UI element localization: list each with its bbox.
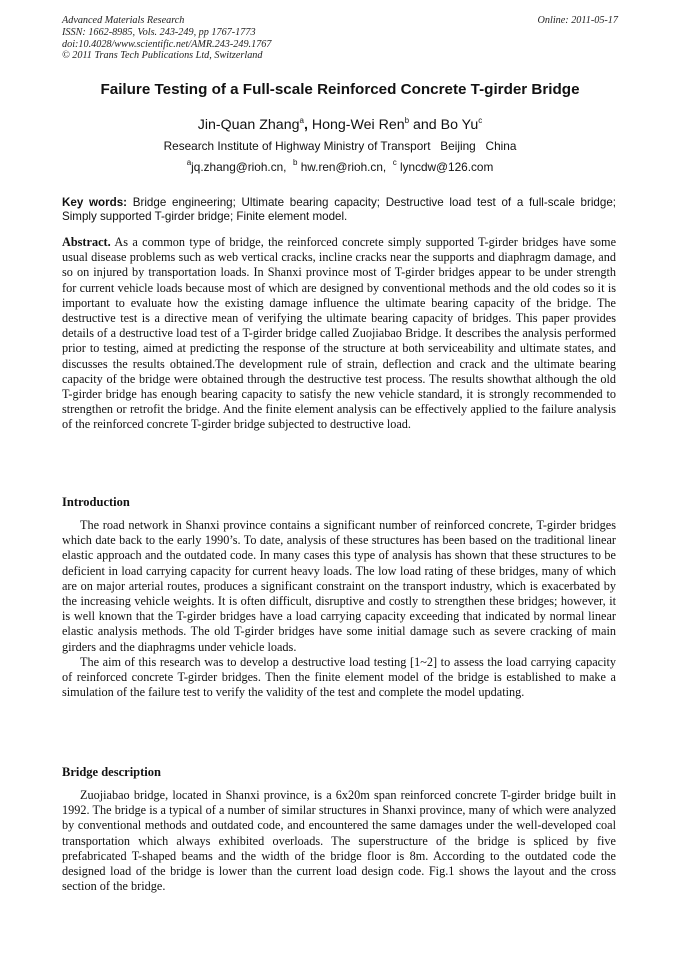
abstract-text: As a common type of bridge, the reinforced concrete simply supported T-girder bridges have some usual disease problems such as web vertical cracks, incline cracks near the supports and diaphragm damage, and so on injured by transportation loads. In Shanxi province most of T-girder bridges appear to be under strength for current vehicle loads because most of which are designed by conventional methods and the old codes so it is important to evaluate how the existing damage influence the ultimate bearing capacity of the bridge. The destructive test is a directive mean of verifying the ultimate bearing capacity of bridges. This paper provides details of a destructive load test of a T-girder bridge called Zuojiabao Bridge. It describes the analysis performed prior to testing, aimed at predicting the response of the structure at both serviceability and ultimate states, and discusses the results obtained.The development rule of strain, deflection and crack and the ultimate bearing capacity of the bridge were obtained through the destructive test process. The results showthat although the old T-girder bridge has enough bearing capacity to satisfy the new vehicle standard, it is strongly recommended to strengthen or retrofit the bridge. And the finite element analysis can be effectively applied to the failure analysis of the reinforced concrete T-girder bridge subjected to destructive load. bbox=[62, 235, 616, 432]
email-address: jq.zhang@rioh.cn, bbox=[191, 160, 287, 174]
bridge-description-paragraph: Zuojiabao bridge, located in Shanxi province, is a 6x20m span reinforced concrete T-girder bridge built in 1992. The bridge is a typical of a number of similar structures in Shanxi province, many of which were analyzed by conventional methods and outdated code, and encountered the same damages under the well-developed coal transportation which always exhibited overloads. The superstructure of the bridge is spliced by five prefabricated T-shaped beams and the width of the bridge floor is 8m. According to the outdated code the designed load of the bridge is lower than the current load design code. Fig.1 shows the layout and the cross section of the bridge. bbox=[62, 788, 616, 894]
introduction-paragraph-2: The aim of this research was to develop a destructive load testing [1~2] to assess the load carrying capacity of reinforced concrete T-girder bridges. Then the finite element model of the bridge is established to make a simulation of the failure test to verify the validity of the test and complete the model updating. bbox=[62, 654, 616, 700]
keywords-label: Key words: bbox=[62, 196, 128, 209]
journal-issn: ISSN: 1662-8985, Vols. 243-249, pp 1767-1773 bbox=[62, 26, 256, 38]
author-name: Hong-Wei Ren bbox=[311, 117, 405, 133]
author-superscript: b bbox=[404, 116, 410, 125]
introduction-paragraph-1: The road network in Shanxi province contains a significant number of reinforced concrete, T-girder bridges which date back to the early 1990’s. To date, analysis of these structures has been based on the traditional linear elastic approach and the outdated code. In many cases this type of analysis has shown that these structures to be deficient in load carrying capacity for current heavy loads. The low load rating of these bridges, many of which are on major arterial routes, produces a significant constraint on the transport industry, which is exacerbated by the increasing vehicle weights. It is often difficult, disruptive and costly to strengthen these bridges; however, it is well known that the T-girder bridges have a load carrying capacity exceeding that indicated by normal linear elastic analysis methods. The old T-girder bridges have some initial damage such as severe cracking of main girders and the diaphragms under vehicle loads. bbox=[62, 518, 616, 654]
introduction-body bbox=[62, 518, 616, 700]
author-emails bbox=[62, 160, 618, 174]
email-address: lyncdw@126.com bbox=[400, 160, 494, 174]
author-name: Jin-Quan Zhang bbox=[197, 117, 300, 133]
keywords-text: Bridge engineering; Ultimate bearing capacity; Destructive load test of a full-scale bridge; Simply supported T-girder bridge; Finite element model. bbox=[62, 196, 616, 224]
abstract-paragraph bbox=[62, 235, 616, 433]
paper-title: Failure Testing of a Full-scale Reinforced Concrete T-girder Bridge bbox=[100, 81, 580, 98]
email-superscript: a bbox=[186, 158, 192, 167]
abstract-label: Abstract. bbox=[62, 235, 111, 249]
journal-header bbox=[62, 15, 618, 62]
author-separator: and bbox=[409, 117, 441, 133]
email-superscript: b bbox=[293, 158, 298, 167]
online-date: Online: 2011-05-17 bbox=[537, 15, 618, 26]
introduction-heading: Introduction bbox=[62, 495, 130, 509]
keywords-paragraph bbox=[62, 196, 616, 225]
journal-copyright: © 2011 Trans Tech Publications Ltd, Switzerland bbox=[62, 50, 263, 62]
journal-name: Advanced Materials Research bbox=[62, 15, 185, 26]
author-superscript: c bbox=[478, 116, 483, 125]
author-superscript: a bbox=[299, 116, 304, 125]
affiliation: Research Institute of Highway Ministry of Transport Beijing China bbox=[163, 139, 517, 153]
author-list bbox=[62, 116, 618, 134]
email-superscript: c bbox=[392, 158, 397, 167]
journal-doi: doi:10.4028/www.scientific.net/AMR.243-249.1767 bbox=[62, 38, 272, 50]
author-separator: , bbox=[303, 117, 312, 133]
author-name: Bo Yu bbox=[440, 117, 479, 133]
bridge-description-heading: Bridge description bbox=[62, 765, 161, 779]
bridge-description-body bbox=[62, 788, 616, 894]
email-address: hw.ren@rioh.cn, bbox=[300, 160, 387, 174]
